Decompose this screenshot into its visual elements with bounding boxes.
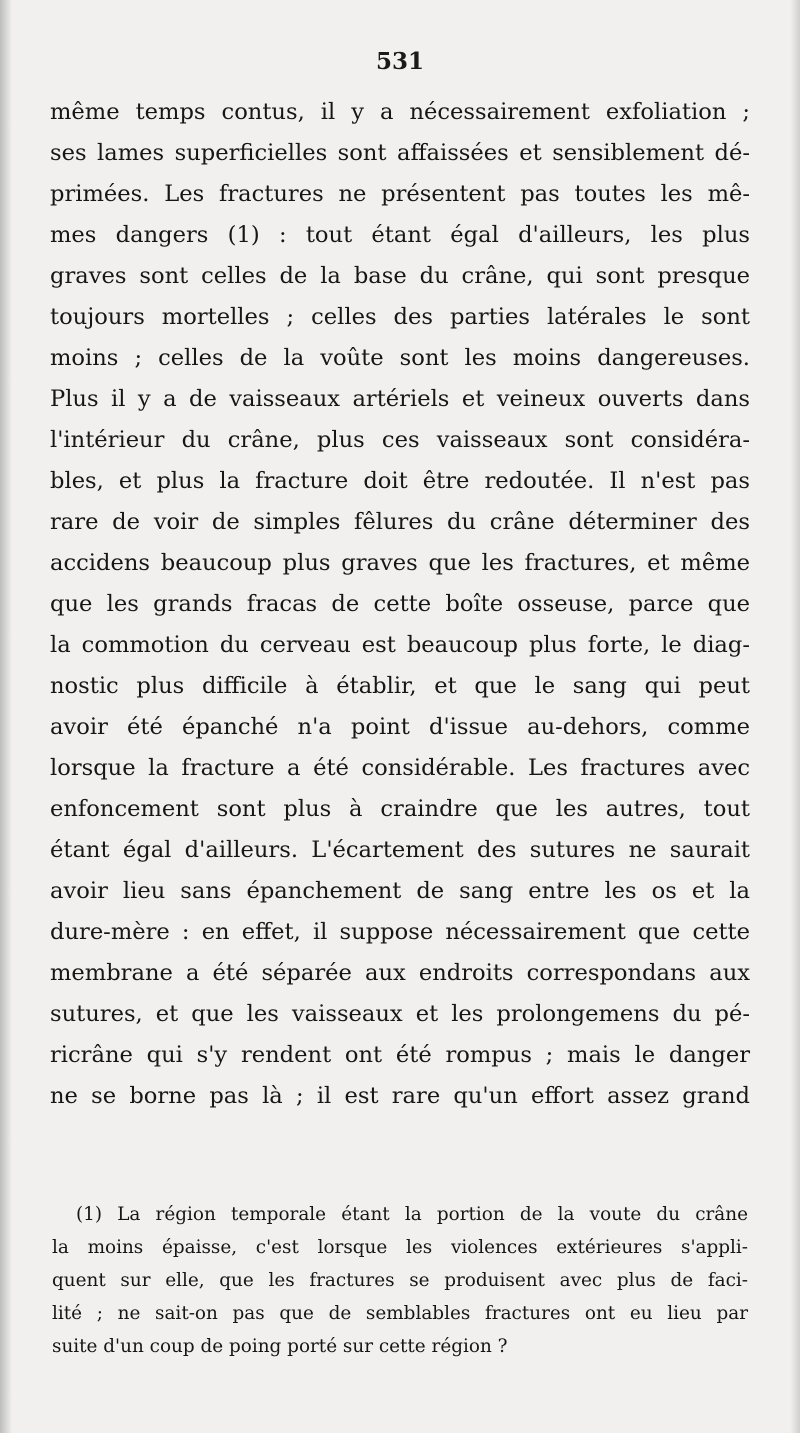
text-line: graves sont celles de la base du crâne, qui sont presque bbox=[50, 263, 750, 289]
text-line: que les grands fracas de cette boîte osseuse, parce que bbox=[50, 591, 750, 617]
text-line: sutures, et que les vaisseaux et les prolongemens du pé- bbox=[50, 1001, 750, 1027]
text-line: toujours mortelles ; celles des parties latérales le sont bbox=[50, 304, 750, 330]
text-line: Plus il y a de vaisseaux artériels et veineux ouverts dans bbox=[50, 386, 750, 412]
text-line: avoir lieu sans épanchement de sang entre les os et la bbox=[50, 878, 750, 904]
text-line: ricrâne qui s'y rendent ont été rompus ; mais le danger bbox=[50, 1042, 750, 1068]
text-line: la commotion du cerveau est beaucoup plus forte, le diag- bbox=[50, 632, 750, 658]
text-line: avoir été épanché n'a point d'issue au-dehors, comme bbox=[50, 714, 750, 740]
text-line: rare de voir de simples fêlures du crâne déterminer des bbox=[50, 509, 750, 535]
text-line: même temps contus, il y a nécessairement exfoliation ; bbox=[50, 99, 750, 125]
footnote-line: (1) La région temporale étant la portion de la voute du crâne bbox=[76, 1204, 748, 1225]
text-line: nostic plus difficile à établir, et que le sang qui peut bbox=[50, 673, 750, 699]
text-line: l'intérieur du crâne, plus ces vaisseaux sont considéra- bbox=[50, 427, 750, 453]
text-line: membrane a été séparée aux endroits correspondans aux bbox=[50, 960, 750, 986]
text-line: dure-mère : en effet, il suppose nécessairement que cette bbox=[50, 919, 750, 945]
text-line: lorsque la fracture a été considérable. Les fractures avec bbox=[50, 755, 750, 781]
text-line: bles, et plus la fracture doit être redoutée. Il n'est pas bbox=[50, 468, 750, 494]
text-line: moins ; celles de la voûte sont les moins dangereuses. bbox=[50, 345, 750, 371]
text-line: accidens beaucoup plus graves que les fractures, et même bbox=[50, 550, 750, 576]
footnote bbox=[52, 1198, 748, 1363]
footnote-line: suite d'un coup de poing porté sur cette région ? bbox=[52, 1336, 508, 1357]
page-number: 531 bbox=[375, 48, 424, 75]
text-line: étant égal d'ailleurs. L'écartement des sutures ne saurait bbox=[50, 837, 750, 863]
footnote-line: la moins épaisse, c'est lorsque les violences extérieures s'appli- bbox=[52, 1237, 748, 1258]
footnote-line: quent sur elle, que les fractures se produisent avec plus de faci- bbox=[52, 1270, 748, 1291]
text-line: ses lames superficielles sont affaissées et sensiblement dé- bbox=[50, 140, 750, 166]
text-line: primées. Les fractures ne présentent pas toutes les mê- bbox=[50, 181, 750, 207]
main-text bbox=[50, 92, 750, 1117]
footnote-line: lité ; ne sait-on pas que de semblables fractures ont eu lieu par bbox=[52, 1303, 748, 1324]
text-line: ne se borne pas là ; il est rare qu'un effort assez grand bbox=[50, 1083, 750, 1109]
text-line: enfoncement sont plus à craindre que les autres, tout bbox=[50, 796, 750, 822]
text-line: mes dangers (1) : tout étant égal d'ailleurs, les plus bbox=[50, 222, 750, 248]
